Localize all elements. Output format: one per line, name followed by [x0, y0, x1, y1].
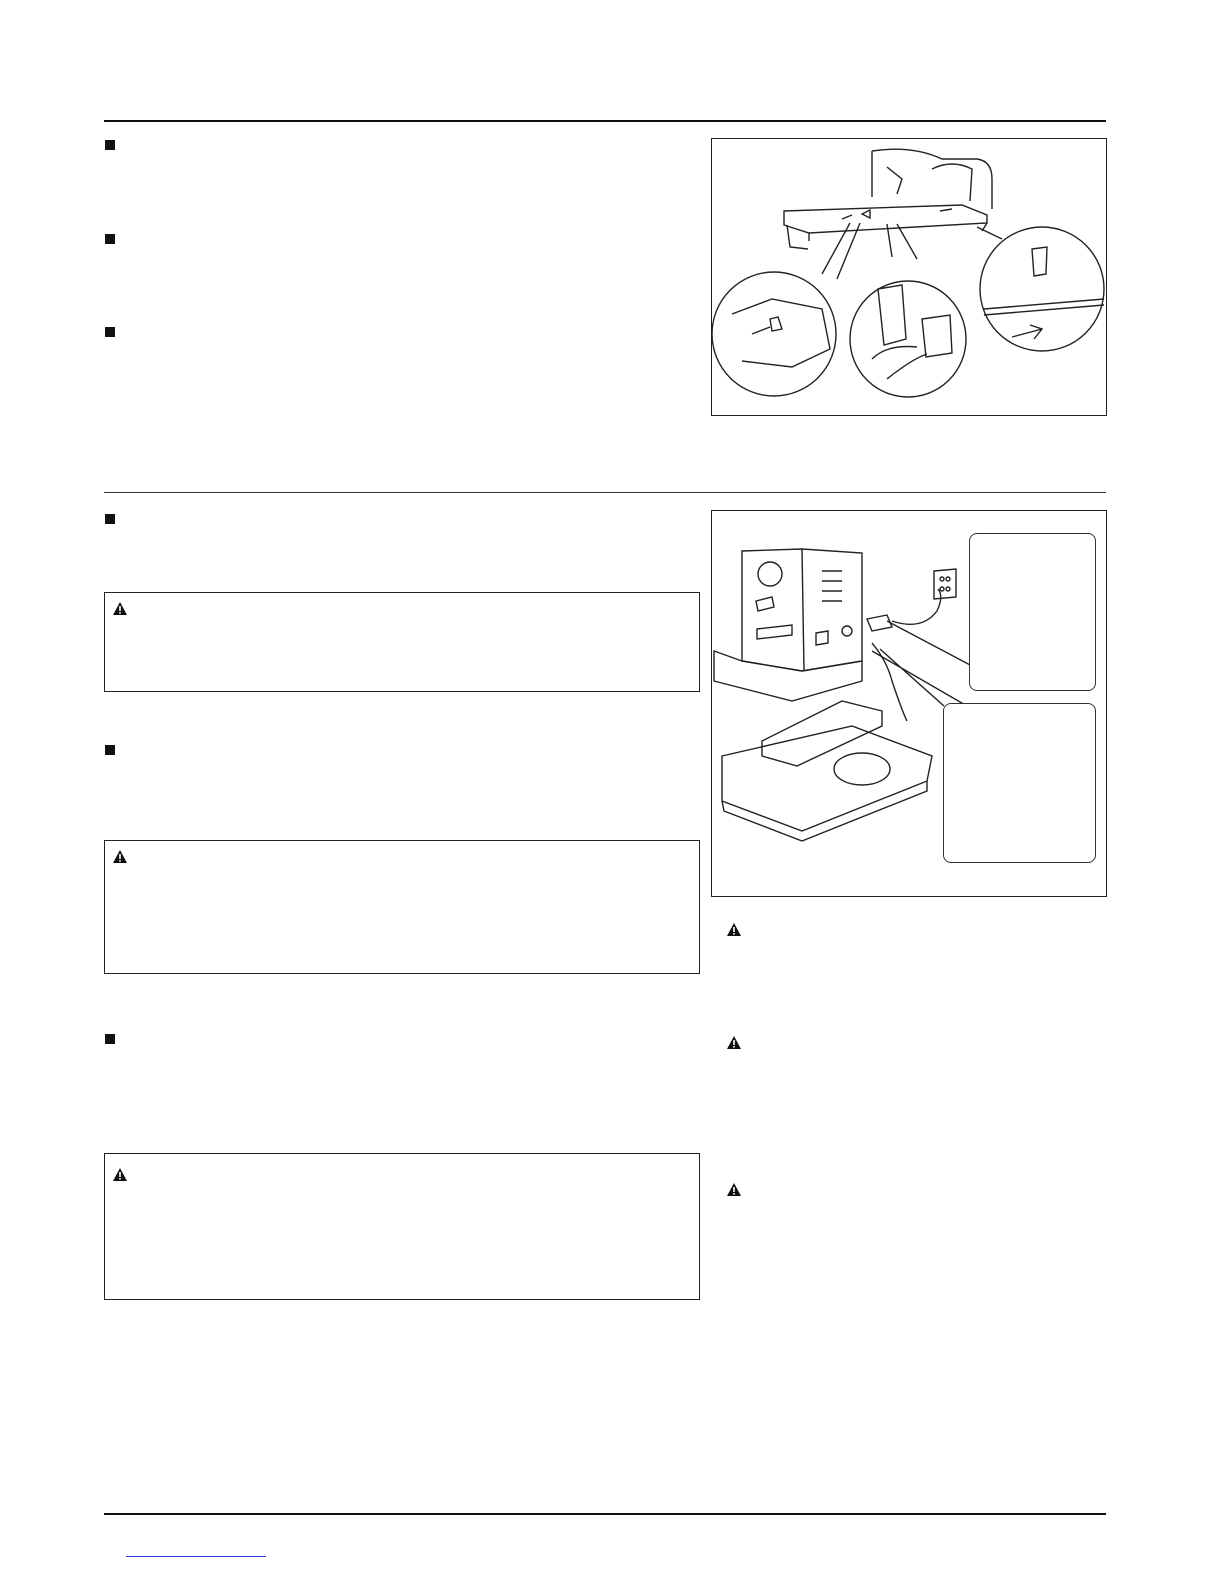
square-bullet-icon	[105, 234, 115, 244]
callout-box-upper	[969, 533, 1096, 691]
square-bullet-icon	[105, 140, 115, 150]
square-bullet-icon	[105, 514, 115, 524]
footer-link-underline[interactable]	[126, 1556, 266, 1557]
caution-box-3	[104, 1153, 700, 1300]
square-bullet-icon	[105, 1034, 115, 1044]
section-2-top-rule	[104, 492, 1106, 493]
callout-box-lower	[943, 703, 1096, 863]
square-bullet-icon	[105, 327, 115, 337]
warning-triangle-icon	[113, 850, 127, 863]
warning-triangle-icon	[727, 1036, 741, 1049]
section-1-top-rule	[104, 120, 1106, 122]
footer-rule	[104, 1513, 1106, 1515]
warning-triangle-icon	[113, 602, 127, 615]
caution-box-1	[104, 592, 700, 692]
warning-triangle-icon	[727, 923, 741, 936]
extension-table-figure	[711, 138, 1107, 416]
caution-box-2	[104, 840, 700, 974]
extension-table-illustration	[712, 139, 1105, 414]
warning-triangle-icon	[727, 1183, 741, 1196]
warning-triangle-icon	[113, 1168, 127, 1181]
square-bullet-icon	[105, 745, 115, 755]
